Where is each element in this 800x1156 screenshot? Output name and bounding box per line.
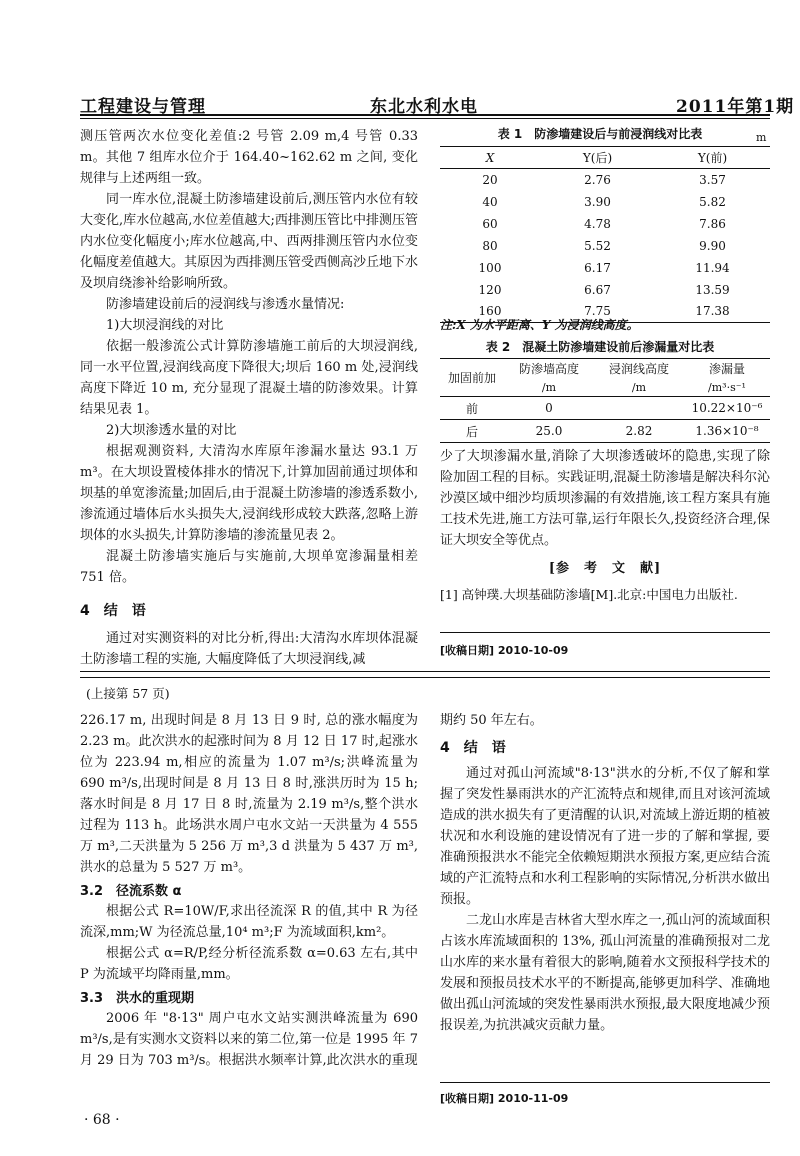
table-header-cell: Y(前) xyxy=(697,151,728,165)
table-cell: 60 xyxy=(482,216,498,231)
received-date: [收稿日期] 2010-10-09 xyxy=(440,644,569,657)
table-cell: 1.36×10⁻⁸ xyxy=(695,424,759,438)
table-header-cell: 防渗墙高度 xyxy=(518,362,579,377)
received-rule xyxy=(440,632,770,633)
table-header-cell: 渗漏量 xyxy=(708,362,745,377)
table-row xyxy=(440,397,770,420)
table-cell: 13.59 xyxy=(695,282,730,297)
table-cell: 7.86 xyxy=(699,216,726,231)
table-row xyxy=(440,235,770,257)
paragraph: 根据公式 R=10W/F,求出径流深 R 的值,其中 R 为径流深,mm;W 为径流总量,10⁴ m³;F 为流域面积,km²。 xyxy=(80,904,418,940)
table-unit-cell: /m³·s⁻¹ xyxy=(708,380,746,394)
right-column xyxy=(440,446,770,605)
table-cell: 120 xyxy=(478,282,502,297)
table-cell xyxy=(594,397,684,420)
section-heading: 4 结 语 xyxy=(440,740,506,756)
table1-caption: 表 1 防渗墙建设后与前浸润线对比表 xyxy=(497,127,703,141)
paragraph: 少了大坝渗漏水量,消除了大坝渗透破坏的隐患,实现了除险加固工程的目标。实践证明,混凝土防渗墙是解决科尔沁沙漠区域中细沙均质坝渗漏的有效措施,该工程方案具有施工技术先进,施工方法可靠,运行年限长久,投资经济合理,保证大坝安全等优点。 xyxy=(440,449,770,548)
subsection-heading: 3.2 径流系数 α xyxy=(80,884,182,899)
table-cell: 10.22×10⁻⁶ xyxy=(691,401,763,415)
table-cell: 40 xyxy=(482,194,498,209)
bottom-left-column xyxy=(80,710,418,1071)
table-header-row xyxy=(440,147,770,169)
table-row xyxy=(440,213,770,235)
header-rule-thick xyxy=(80,114,770,116)
table-cell: 80 xyxy=(482,238,498,253)
header-rule-thin xyxy=(80,118,770,119)
paragraph: 混凝土防渗墙实施后与实施前,大坝单宽渗漏量相差751 倍。 xyxy=(80,549,418,585)
table-cell: 5.52 xyxy=(584,238,611,253)
table-row xyxy=(440,169,770,191)
table-cell: 2.82 xyxy=(625,424,653,438)
table-cell: 4.78 xyxy=(584,216,611,231)
table-cell: 11.94 xyxy=(695,260,730,275)
journal-name: 东北水利水电 xyxy=(370,97,478,117)
subheading: 2)大坝渗透水量的对比 xyxy=(106,423,237,438)
subsection-heading: 3.3 洪水的重现期 xyxy=(80,991,195,1006)
table-row xyxy=(440,420,770,443)
continued-from: (上接第 57 页) xyxy=(86,686,170,701)
table-cell: 20 xyxy=(482,172,498,187)
references-title: [参 考 文 献] xyxy=(548,561,662,576)
table-cell: 3.57 xyxy=(699,172,726,187)
table-cell: 前 xyxy=(465,401,478,416)
table-header-cell: 浸润线高度 xyxy=(608,362,669,377)
paragraph: 通过对实测资料的对比分析,得出:大清沟水库坝体混凝土防渗墙工程的实施, 大幅度降低了大坝浸润线,减 xyxy=(80,631,418,667)
paragraph: 防渗墙建设前后的浸润线与渗透水量情况: xyxy=(106,297,345,312)
table-unit-cell: /m xyxy=(541,380,557,394)
journal-issue: 2011年第1期 xyxy=(676,97,795,117)
bottom-right-column xyxy=(440,710,770,1036)
paragraph: 根据公式 α=R/P,经分析径流系数 α=0.63 左右,其中 P 为流域平均降雨量,mm。 xyxy=(80,946,418,982)
table-row xyxy=(440,191,770,213)
table-cell: 17.38 xyxy=(695,304,730,319)
paragraph: 同一库水位,混凝土防渗墙建设前后,测压管内水位有较大变化,库水位越高,水位差值越大;西排测压管比中排测压管内水位变化幅度小;库水位越高,中、西两排测压管内水位变化幅度差值越大。其原因为西排测压管受西侧高沙丘地下水及坝肩绕渗补给影响所致。 xyxy=(80,192,419,291)
left-column xyxy=(80,126,418,670)
table-header-cell: Y(后) xyxy=(582,151,613,165)
table-header-row xyxy=(440,359,770,379)
article-divider xyxy=(80,671,770,678)
table-header-cell: 加固前加 xyxy=(447,371,496,385)
table-cell: 100 xyxy=(478,260,502,275)
section-heading: 4 结 语 xyxy=(80,603,146,619)
paragraph: 期约 50 年左右。 xyxy=(440,713,543,728)
subheading: 1)大坝浸润线的对比 xyxy=(106,318,224,333)
table1 xyxy=(440,146,770,323)
table-row xyxy=(440,279,770,301)
received-date: [收稿日期] 2010-11-09 xyxy=(440,1092,569,1105)
paragraph: 226.17 m, 出现时间是 8 月 13 日 9 时, 总的涨水幅度为 2.23 m。此次洪水的起涨时间为 8 月 12 日 17 时,起涨水位为 223.94 m,相应的流量为 1.07 m³/s;洪峰流量为 690 m³/s,出现时间是 8 月 13 日 8 时,涨洪历时为 15 h;落水时间是 8 月 17 日 8 时,流量为 2.19 m³/s,整个洪水过程为 113 h。此场洪水周户屯水文站一天洪量为 4 555 万 m³,二天洪量为 5 256 万 m³,3 d 洪量为 5 437 万 m³, 洪水的总量为 5 527 万 m³。 xyxy=(80,713,418,875)
paragraph: 测压管两次水位变化差值:2 号管 2.09 m,4 号管 0.33 m。其他 7 组库水位介于 164.40~162.62 m 之间, 变化规律与上述两组一致。 xyxy=(80,129,418,186)
table-cell: 0 xyxy=(545,401,553,415)
reference-item: [1] 高钟璞.大坝基础防渗墙[M].北京:中国电力出版社. xyxy=(440,587,738,602)
table-cell: 6.17 xyxy=(584,260,611,275)
received-rule xyxy=(440,1082,770,1083)
paragraph: 2006 年 "8·13" 周户屯水文站实测洪峰流量为 690 m³/s,是有实测水文资料以来的第二位,第一位是 1995 年 7 月 29 日为 703 m³/s。根据洪水频率计算,此次洪水的重现 xyxy=(80,1011,418,1068)
table1-unit: m xyxy=(756,131,767,144)
paragraph: 通过对孤山河流域"8·13"洪水的分析,不仅了解和掌握了突发性暴雨洪水的产汇流特点和规律,而且对该河流域造成的洪水损失有了更清醒的认识,对流域上游近期的植被状况和水利设施的建设情况有了进一步的了解和掌握, 要准确预报洪水不能完全依赖短期洪水预报方案,更应结合流域的产汇流特点和水利工程影响的实际情况,分析洪水做出预报。 xyxy=(440,766,770,907)
page-number: · 68 · xyxy=(84,1112,120,1128)
table2 xyxy=(440,358,770,443)
table1-note: 注:X 为水平距离、Y 为浸润线高度。 xyxy=(440,318,639,332)
table-unit-cell: /m xyxy=(631,380,647,394)
table-cell: 6.67 xyxy=(584,282,611,297)
journal-section: 工程建设与管理 xyxy=(80,97,206,117)
paragraph: 依据一般渗流公式计算防渗墙施工前后的大坝浸润线,同一水平位置,浸润线高度下降很大;坝后 160 m 处,浸润线高度下降近 10 m, 充分显现了混凝土墙的防渗效果。计算结果见表 1。 xyxy=(80,339,418,417)
paragraph: 二龙山水库是吉林省大型水库之一,孤山河的流域面积占该水库流域面积的 13%, 孤山河流量的准确预报对二龙山水库的来水量有着很大的影响,随着水文预报科学技术的发展和预报员技术水平的不断提高,能够更加科学、准确地做出孤山河流域的突发性暴雨洪水预报,最大限度地减少预报误差,为抗洪减灾贡献力量。 xyxy=(440,913,770,1033)
table-cell: 160 xyxy=(478,304,502,319)
table-cell: 后 xyxy=(465,424,478,439)
table2-caption: 表 2 混凝土防渗墙建设前后渗漏量对比表 xyxy=(485,340,715,354)
table-cell: 9.90 xyxy=(699,238,726,253)
paragraph: 根据观测资料, 大清沟水库原年渗漏水量达 93.1 万 m³。在大坝设置棱体排水的情况下,计算加固前通过坝体和坝基的单宽渗流量;加固后,由于混凝土防渗墙的渗透系数小,渗流通过墙体后水头损失大,浸润线形成较大跌落,忽略上游坝体的水头损失,计算防渗墙的渗流量见表 2。 xyxy=(80,444,418,543)
table-header-cell: X xyxy=(485,150,495,165)
table-cell: 2.76 xyxy=(584,172,611,187)
table-cell: 25.0 xyxy=(535,424,563,438)
table-cell: 5.82 xyxy=(699,194,726,209)
table-cell: 7.75 xyxy=(584,304,611,319)
table-row xyxy=(440,257,770,279)
table-cell: 3.90 xyxy=(584,194,611,209)
